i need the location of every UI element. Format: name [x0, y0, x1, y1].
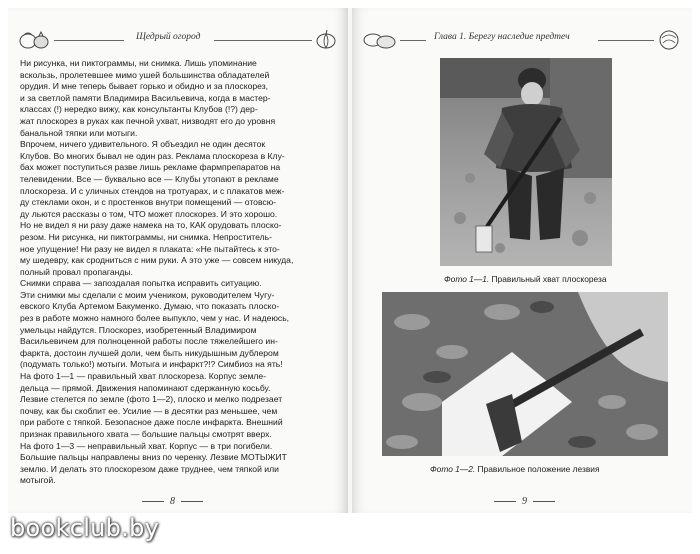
text-line: ду стеклами окон, и с простенков внутри помещений — отовсю- [20, 197, 277, 208]
text-line: телевидении. Все — буквально все — Клубы утопают в рекламе [20, 173, 279, 184]
right-running-head-title: Глава 1. Берегу наследие предтеч [434, 32, 570, 42]
text-line: землю. И делать это плоскорезом даже труднее, чем тяпкой или [20, 463, 279, 474]
text-line: Васильевичем для полноценной работы после тяжелейшего ин- [20, 336, 278, 347]
photo1-label: Фото 1—1. [444, 274, 490, 284]
photo2-caption-text: Правильное положение лезвия [477, 464, 600, 474]
text-line: почву, как бы скоблит ее. Усилие — в десятки раз меньшее, чем [20, 405, 278, 416]
folio-dash [181, 501, 203, 502]
text-line: умельцы найдутся. Плоскорез, изобретенный Владимиром [20, 324, 257, 335]
text-line: (подумать только!) мотыги. Мотыга и инфаркт?!? Симбиоз на ять! [20, 359, 283, 370]
photo-correct-grip [440, 58, 612, 266]
text-line: Лезвие стелется по земле (фото 1—2), плоско и мелко подрезает [20, 394, 283, 405]
head-rule-left [54, 40, 124, 41]
text-line: Ни рисунка, ни пиктограммы, ни снимка. Лишь упоминание [20, 58, 257, 68]
text-line: На фото 1—3 — неправильный хват. Корпус — в три погибели. [20, 440, 273, 451]
text-line: ду льются рассказы о том, ЧТО может плоскорез. И это хорошо. [20, 208, 278, 219]
text-line: резом. Ни рисунка, ни пиктограммы, ни снимка. Непроститель- [20, 231, 272, 242]
text-line: му шедевру, как сродниться с ним руки. А это уже — совсем никуда, [20, 255, 294, 266]
photo-blade-position [382, 292, 668, 456]
pumpkin-icon [314, 28, 338, 50]
head-rule-right [598, 40, 654, 41]
text-line: вскользь, пролетевшее мимо ушей большинства обладателей [20, 69, 270, 80]
left-page-number: 8 [170, 496, 175, 507]
right-page-number: 9 [522, 496, 527, 507]
text-line: бах может поступиться разве лишь рекламе фармпрепаратов на [20, 162, 281, 173]
text-line: жат плоскорез в руках как печной ухват, низводят его до уровня [20, 115, 276, 126]
text-line: евского Клуба Артемом Бакуменко. Думаю, что показать плоско- [20, 301, 280, 312]
text-line: Снимки справа — запоздалая попытка исправить ситуацию. [20, 278, 262, 289]
photo2-caption [430, 464, 599, 474]
left-running-head-title: Щедрый огород [136, 32, 201, 42]
text-line: дельца — прямой. Движения напоминают сдержанную косьбу. [20, 382, 271, 393]
photo1-caption-text: Правильный хват плоскореза [491, 274, 607, 284]
vegetables-icon [18, 28, 52, 50]
text-line: Эти снимки мы сделали с моим учеником, руководителем Чугу- [20, 289, 275, 300]
text-line: банальной тяпки или мотыги. [20, 127, 138, 138]
text-line: и за светлой памяти Владимира Васильевича, когда в мастер- [20, 92, 271, 103]
text-line: рез в работе можно намного более выпукло, чем у нас. И надеюсь, [20, 313, 290, 324]
left-body-text [20, 58, 338, 487]
head-rule-left [400, 40, 426, 41]
head-rule-right [214, 40, 312, 41]
text-line: ное упущение! Ни разу не видел я плаката: «Не пытайтесь к это- [20, 243, 280, 254]
folio-dash [142, 501, 164, 502]
cabbage-icon [656, 28, 682, 50]
folio-dash [494, 501, 516, 502]
photo1-caption [444, 274, 606, 284]
book-spread [8, 8, 692, 513]
text-line: мотыгой. [20, 475, 56, 486]
watermark: bookclub.by [10, 514, 160, 542]
text-line: классах (!) нередко вижу, как консультанты Клубов (!?) дер- [20, 104, 258, 115]
text-line: полный провал пропаганды. [20, 266, 133, 277]
left-folio [136, 496, 209, 507]
text-line: Большие пальцы направлены вниз по черенку. Лезвие МОТЫЖИТ [20, 452, 287, 463]
text-line: признак правильного хвата — большие пальцы смотрят вверх. [20, 429, 272, 439]
left-running-head [18, 28, 338, 50]
right-page [352, 8, 692, 513]
potatoes-icon [362, 28, 398, 50]
folio-dash [533, 501, 555, 502]
text-line: фаркта, достоин лучшей доли, чем быть никудышным дублером [20, 347, 279, 358]
text-line: Впрочем, ничего удивительного. Я объездил не один десяток [20, 139, 266, 150]
text-line: плоскореза. И с уличных стендов на тротуарах, и с плакатов меж- [20, 185, 285, 196]
text-line: На фото 1—1 — правильный хват плоскореза. Корпус земле- [20, 371, 267, 382]
right-folio [488, 496, 561, 507]
photo2-label: Фото 1—2. [430, 464, 476, 474]
left-page [8, 8, 348, 513]
right-running-head [362, 28, 682, 50]
text-line: при работе с тяпкой. Безопасное даже после инфаркта. Внешний [20, 417, 283, 428]
text-line: Клубов. Во многих бывал не один раз. Реклама плоскореза в Клу- [20, 150, 285, 161]
text-line: орудия. И мне теперь бывает горько и обидно и за плоскорез, [20, 81, 269, 92]
text-line: Но не видел я ни разу даже намека на то, КАК орудовать плоско- [20, 220, 282, 231]
